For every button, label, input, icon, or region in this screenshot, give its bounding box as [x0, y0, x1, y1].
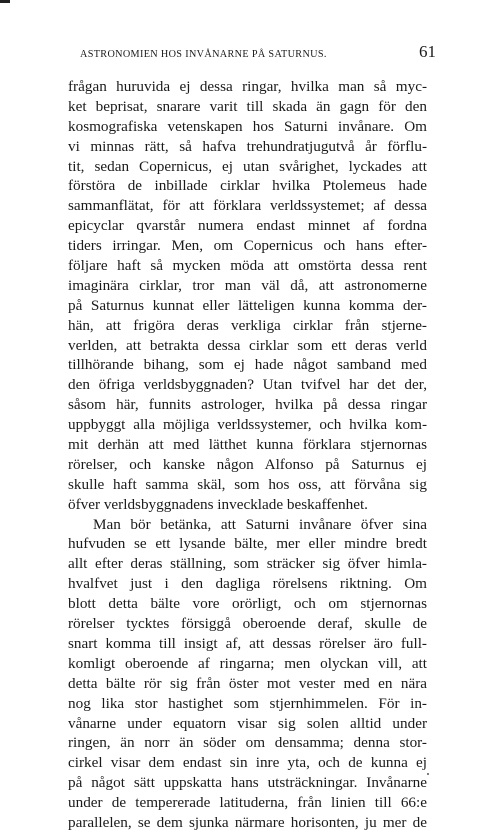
text-line: såsom här, funnits astrologer, hvilka på dessa ringar: [68, 396, 427, 414]
text-line: under de tempererade latituderna, från linien till 66:e: [68, 794, 427, 812]
text-line: hän, att frigöra deras verkliga cirklar från stjerne-: [68, 316, 427, 334]
text-line: förstöra de inbillade cirklar hvilka Ptolemeus hade: [68, 177, 427, 195]
text-line: tit, sedan Copernicus, ej utan svårighet, lyckades att: [68, 157, 427, 175]
text-line: tillhörande bihang, som ej hade något samband med: [68, 356, 427, 374]
text-line: på något sätt uppskatta hans utsträckningar. Invånarne: [68, 774, 427, 792]
text-line: imaginära cirklar, tror man väl då, att astronomerne: [68, 276, 427, 294]
text-line: hufvuden se ett lysande bälte, mer eller mindre bredt: [68, 535, 427, 553]
text-line: ket beprisat, snarare varit till skada än gagn för den: [68, 97, 427, 115]
text-line: cirkel visar dem endast sin inre yta, och de kunna ej: [68, 754, 427, 772]
running-title: ASTRONOMIEN HOS INVÅNARNE PÅ SATURNUS.: [80, 49, 327, 60]
text-line: uppbyggt alla möjliga verldssystemer, och hvilka kom-: [68, 416, 427, 434]
text-line: frågan huruvida ej dessa ringar, hvilka man så myc-: [68, 78, 427, 95]
text-line: blott detta bälte vore orörligt, och om stjernornas: [68, 595, 427, 613]
print-speck: [427, 773, 429, 775]
text-line: rörelser, och kanske någon Alfonso på Saturnus ej: [68, 455, 427, 473]
text-line: på Saturnus kunnat eller lätteligen kunna komma der-: [68, 296, 427, 314]
body-text: [68, 77, 427, 833]
text-line: hvalfvet just i den dagliga rörelsens riktning. Om: [68, 575, 427, 593]
text-line: epicyclar qvarstår numera endast minnet af fordna: [68, 217, 427, 235]
text-line: kosmografiska vetenskapen hos Saturni invånare. Om: [68, 117, 427, 135]
text-line: detta bälte rör sig från öster mot vester med en nära: [68, 674, 427, 692]
text-line: allt efter deras ställning, som sträcker sig öfver himla-: [68, 555, 427, 573]
paragraph-last-line: öfver verldsbyggnadens invecklade beskaffenhet.: [68, 495, 368, 513]
text-line: nog lika stor hastighet som stjernhimmelen. För in-: [68, 694, 427, 712]
page-header: [80, 42, 436, 66]
text-line: vånarne under equatorn visar sig solen alltid under: [68, 714, 427, 732]
text-line: snart komma till insigt af, att dessas rörelser äro full-: [68, 634, 427, 652]
text-line: följare haft så mycken möda att omstörta dessa rent: [68, 257, 427, 275]
text-line: sammanflätat, för att förklara verldssystemet; af dessa: [68, 197, 427, 215]
text-line: parallelen, se dem sjunka närmare horisonten, ju mer de: [68, 813, 427, 831]
text-line: mit derhän att med lätthet kunna förklara stjernornas: [68, 436, 427, 454]
text-line: vi minnas rätt, så hafva trehundratjugutvå år förflu-: [68, 137, 427, 155]
page-number: 61: [419, 42, 436, 61]
text-line: komligt oberoende af ringarna; men olyckan vill, att: [68, 654, 427, 672]
text-line: verlden, att betrakta dessa cirklar som ett deras verld: [68, 336, 427, 354]
text-line: skulle haft samma skäl, som hos oss, att förvåna sig: [68, 475, 427, 493]
text-line: tiders irringar. Men, om Copernicus och hans efter-: [68, 237, 427, 255]
text-line: rörelser tycktes försiggå oberoende deraf, skulle de: [68, 615, 427, 633]
paragraph-first-line: Man bör betänka, att Saturni invånare öfver sina: [93, 515, 427, 533]
corner-mark: [0, 0, 10, 3]
text-line: den öfriga verldsbyggnaden? Utan tvifvel har det der,: [68, 376, 427, 394]
text-line: ringen, än norr än söder om densamma; denna stor-: [68, 734, 427, 752]
